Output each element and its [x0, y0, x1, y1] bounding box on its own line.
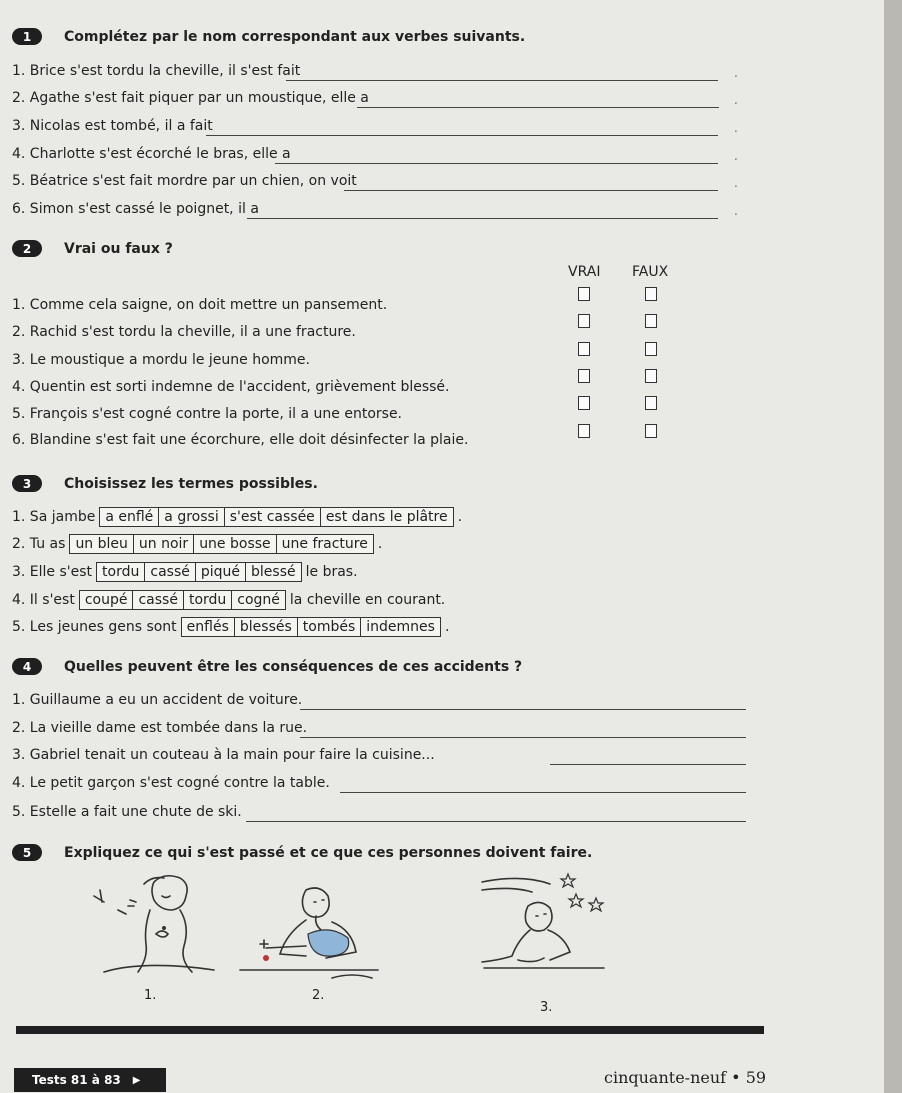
- s3-row-1-prefix: 1. Sa jambe: [12, 509, 96, 525]
- s2-vrai-checkbox-4[interactable]: [578, 369, 590, 383]
- footer-rule: [16, 1026, 764, 1034]
- s2-faux-checkbox-5[interactable]: [645, 396, 657, 410]
- s1-item-3: 3. Nicolas est tombé, il a fait: [12, 118, 213, 134]
- s4-blank-1[interactable]: [300, 709, 746, 710]
- s3-row-1-options: [99, 507, 453, 527]
- s4-item-2: 2. La vieille dame est tombée dans la rue.: [12, 720, 308, 736]
- s1-dot-5: .: [734, 176, 738, 190]
- page-number: cinquante-neuf • 59: [604, 1068, 767, 1087]
- section-5-heading: [12, 844, 592, 861]
- s2-item-6: 6. Blandine s'est fait une écorchure, elle doit désinfecter la plaie.: [12, 432, 469, 448]
- section-3-number: 3: [12, 475, 42, 492]
- s1-blank-4[interactable]: [275, 163, 718, 164]
- s4-blank-2[interactable]: [300, 737, 746, 738]
- section-2-number: 2: [12, 240, 42, 257]
- section-5-number: 5: [12, 844, 42, 861]
- s3-row-5-option[interactable]: tombés: [298, 618, 362, 636]
- s1-dot-4: .: [734, 149, 738, 163]
- section-2-title: Vrai ou faux ?: [64, 240, 173, 257]
- s3-row-2-option[interactable]: un bleu: [70, 535, 133, 553]
- s2-vrai-checkbox-2[interactable]: [578, 314, 590, 328]
- s3-row-4-option[interactable]: coupé: [80, 591, 134, 609]
- vrai-header: VRAI: [568, 264, 601, 280]
- tests-label: Tests 81 à 83: [32, 1073, 121, 1087]
- s3-row-2-options: [69, 534, 373, 554]
- s2-vrai-checkbox-1[interactable]: [578, 287, 590, 301]
- section-1-heading: [12, 28, 525, 45]
- s3-row-5-prefix: 5. Les jeunes gens sont: [12, 619, 177, 635]
- s2-faux-checkbox-4[interactable]: [645, 369, 657, 383]
- s2-faux-checkbox-3[interactable]: [645, 342, 657, 356]
- s3-row-5-options: [181, 617, 441, 637]
- illustration-2-label: 2.: [312, 988, 325, 1003]
- s3-row-4: [12, 590, 445, 610]
- s3-row-1-option[interactable]: a grossi: [159, 508, 224, 526]
- s3-row-3: [12, 562, 358, 582]
- s2-faux-checkbox-2[interactable]: [645, 314, 657, 328]
- s2-vrai-checkbox-6[interactable]: [578, 424, 590, 438]
- illustration-woman-injured: [84, 868, 220, 986]
- tests-tag: [14, 1068, 166, 1092]
- s1-item-5: 5. Béatrice s'est fait mordre par un chien, on voit: [12, 173, 357, 189]
- s3-row-5-option[interactable]: enflés: [182, 618, 235, 636]
- s3-row-4-suffix: la cheville en courant.: [289, 592, 446, 608]
- triangle-right-icon: ▶: [132, 1074, 141, 1086]
- illustration-3-label: 3.: [540, 1000, 553, 1015]
- s2-item-3: 3. Le moustique a mordu le jeune homme.: [12, 352, 310, 368]
- illustration-man-cut-hand: [236, 880, 386, 992]
- section-1-title: Complétez par le nom correspondant aux verbes suivants.: [64, 28, 526, 45]
- s1-blank-1[interactable]: [286, 80, 718, 81]
- section-1-number: 1: [12, 28, 42, 45]
- s4-item-5: 5. Estelle a fait une chute de ski.: [12, 804, 242, 820]
- section-3-heading: [12, 475, 318, 492]
- s3-row-1-option[interactable]: a enflé: [100, 508, 159, 526]
- s3-row-4-options: [79, 590, 286, 610]
- s3-row-4-option[interactable]: tordu: [184, 591, 232, 609]
- s2-vrai-checkbox-5[interactable]: [578, 396, 590, 410]
- s1-blank-3[interactable]: [206, 135, 718, 136]
- section-4-number: 4: [12, 658, 42, 675]
- s2-item-5: 5. François s'est cogné contre la porte, il a une entorse.: [12, 406, 403, 422]
- section-2-heading: [12, 240, 173, 257]
- s3-row-3-option[interactable]: tordu: [97, 563, 145, 581]
- s3-row-2-option[interactable]: une fracture: [281, 536, 368, 552]
- s3-row-2-prefix: 2. Tu as: [12, 536, 66, 552]
- s1-blank-6[interactable]: [247, 218, 718, 219]
- s3-row-2-option[interactable]: un noir: [134, 535, 194, 553]
- s3-row-5-option[interactable]: blessés: [235, 618, 298, 636]
- s3-row-5-suffix: .: [444, 619, 450, 635]
- s1-dot-2: .: [734, 93, 738, 107]
- s4-item-1: 1. Guillaume a eu un accident de voiture.: [12, 692, 303, 708]
- section-5-title: Expliquez ce qui s'est passé et ce que ces personnes doivent faire.: [64, 844, 593, 861]
- s3-row-5: [12, 617, 449, 637]
- page-edge: [884, 0, 902, 1093]
- s3-row-4-option[interactable]: cogné: [237, 592, 280, 608]
- s1-blank-2[interactable]: [357, 107, 719, 108]
- s3-row-1-suffix: .: [457, 509, 463, 525]
- s4-item-4: 4. Le petit garçon s'est cogné contre la table.: [12, 775, 330, 791]
- s3-row-3-option[interactable]: blessé: [251, 564, 296, 580]
- s3-row-5-option[interactable]: indemnes: [366, 619, 435, 635]
- s3-row-1-option[interactable]: s'est cassée: [225, 508, 321, 526]
- s3-row-2: [12, 534, 382, 554]
- s1-item-1: 1. Brice s'est tordu la cheville, il s'est fait: [12, 63, 301, 79]
- s3-row-3-option[interactable]: piqué: [196, 563, 246, 581]
- s3-row-1-option[interactable]: est dans le plâtre: [325, 509, 448, 525]
- s2-item-1: 1. Comme cela saigne, on doit mettre un pansement.: [12, 297, 388, 313]
- s2-faux-checkbox-1[interactable]: [645, 287, 657, 301]
- section-4-heading: [12, 658, 522, 675]
- s3-row-1: [12, 507, 462, 527]
- s4-blank-3[interactable]: [550, 764, 746, 765]
- section-3-title: Choisissez les termes possibles.: [64, 475, 318, 492]
- s3-row-4-option[interactable]: cassé: [133, 591, 183, 609]
- s1-dot-6: .: [734, 204, 738, 218]
- s1-dot-3: .: [734, 121, 738, 135]
- s4-blank-5[interactable]: [246, 821, 746, 822]
- s3-row-2-suffix: .: [377, 536, 383, 552]
- s3-row-3-option[interactable]: cassé: [145, 563, 195, 581]
- s4-item-3: 3. Gabriel tenait un couteau à la main pour faire la cuisine...: [12, 747, 435, 763]
- s3-row-3-suffix: le bras.: [305, 564, 358, 580]
- s3-row-4-prefix: 4. Il s'est: [12, 592, 75, 608]
- s1-dot-1: .: [734, 66, 738, 80]
- illustration-dizzy-person: [478, 868, 610, 980]
- illustration-1-label: 1.: [144, 988, 157, 1003]
- s4-blank-4[interactable]: [340, 792, 746, 793]
- faux-header: FAUX: [632, 264, 669, 280]
- s3-row-2-option[interactable]: une bosse: [194, 535, 276, 553]
- s3-row-3-prefix: 3. Elle s'est: [12, 564, 93, 580]
- s2-item-4: 4. Quentin est sorti indemne de l'accident, grièvement blessé.: [12, 379, 450, 395]
- s1-item-4: 4. Charlotte s'est écorché le bras, elle a: [12, 146, 291, 162]
- s3-row-3-options: [96, 562, 302, 582]
- s2-item-2: 2. Rachid s'est tordu la cheville, il a une fracture.: [12, 324, 356, 340]
- s2-vrai-checkbox-3[interactable]: [578, 342, 590, 356]
- s1-item-2: 2. Agathe s'est fait piquer par un moustique, elle a: [12, 90, 369, 106]
- section-4-title: Quelles peuvent être les conséquences de ces accidents ?: [64, 658, 523, 675]
- s2-faux-checkbox-6[interactable]: [645, 424, 657, 438]
- s1-blank-5[interactable]: [344, 190, 718, 191]
- s1-item-6: 6. Simon s'est cassé le poignet, il a: [12, 201, 259, 217]
